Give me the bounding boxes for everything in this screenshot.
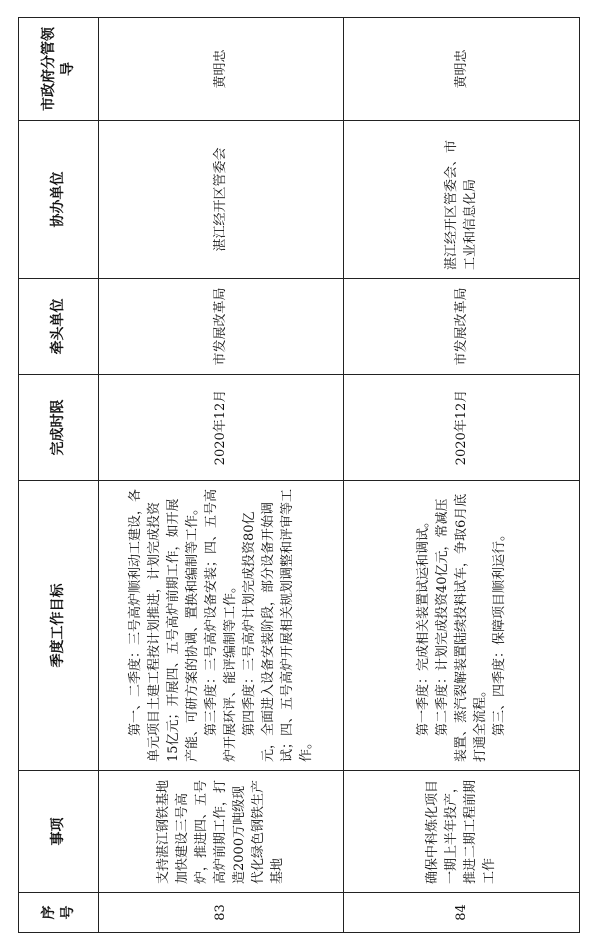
- row-deadline: 2020年12月: [99, 375, 343, 481]
- table-row: [343, 18, 579, 933]
- row-goals: [99, 481, 343, 771]
- header-quarter-goal: 季度工作目标: [19, 481, 99, 771]
- row-number: 83: [99, 893, 343, 933]
- row-leader: 黄明忠: [99, 18, 343, 121]
- row-item: 支持湛江钢铁基地加快建设三号高炉，推进四、五号高炉前期工作，打造2000万吨级现代化绿色钢铁生产基地: [99, 771, 343, 893]
- row-assist-unit: 湛江经开区管委会: [99, 121, 343, 279]
- task-table: [18, 17, 580, 933]
- table-row: [99, 18, 343, 933]
- header-lead-unit: 牵头单位: [19, 279, 99, 375]
- goal-paragraph: 第三、四季度：保障项目顺利运行。: [491, 527, 507, 736]
- row-lead-unit: 市发展改革局: [99, 279, 343, 375]
- header-item: 事项: [19, 771, 99, 893]
- row-lead-unit: 市发展改革局: [343, 279, 579, 375]
- header-no: 序号: [19, 893, 99, 933]
- row-item: 确保中科炼化项目一期上半年投产，推进二期工程前期工作: [343, 771, 579, 893]
- row-deadline: 2020年12月: [343, 375, 579, 481]
- header-deadline: 完成时限: [19, 375, 99, 481]
- header-leader: 市政府分管领导: [19, 18, 99, 121]
- goal-paragraph: 第四季度：三号高炉计划完成投资80亿元，全面进入设备安装阶段，部分设备开始调试；四、五号高炉开展相关规划调整和评审等工作。: [241, 488, 314, 762]
- goal-paragraph: 第一、二季度：三号高炉顺利动工建设，各单元项目土建工程按计划推进，计划完成投资15亿元；开展四、五号高炉前期工作，如开展产能、可研方案的协调、置换和编制等工作。: [127, 488, 200, 762]
- row-goals: [343, 481, 579, 771]
- goal-paragraph: 第二季度：计划完成投资40亿元，常减压装置、蒸汽裂解装置陆续投料试车，争取6月底打通全流程。: [434, 493, 488, 762]
- row-leader: 黄明忠: [343, 18, 579, 121]
- header-row: [19, 18, 99, 933]
- row-number: 84: [343, 893, 579, 933]
- header-assist-unit: 协办单位: [19, 121, 99, 279]
- goal-paragraph: 第一季度：完成相关装置试运和调试。: [415, 514, 431, 736]
- row-assist-unit: 湛江经开区管委会、市工业和信息化局: [343, 121, 579, 279]
- goal-paragraph: 第三季度：三号高炉设备安装；四、五号高炉开展环评、能评编制等工作。: [203, 488, 238, 762]
